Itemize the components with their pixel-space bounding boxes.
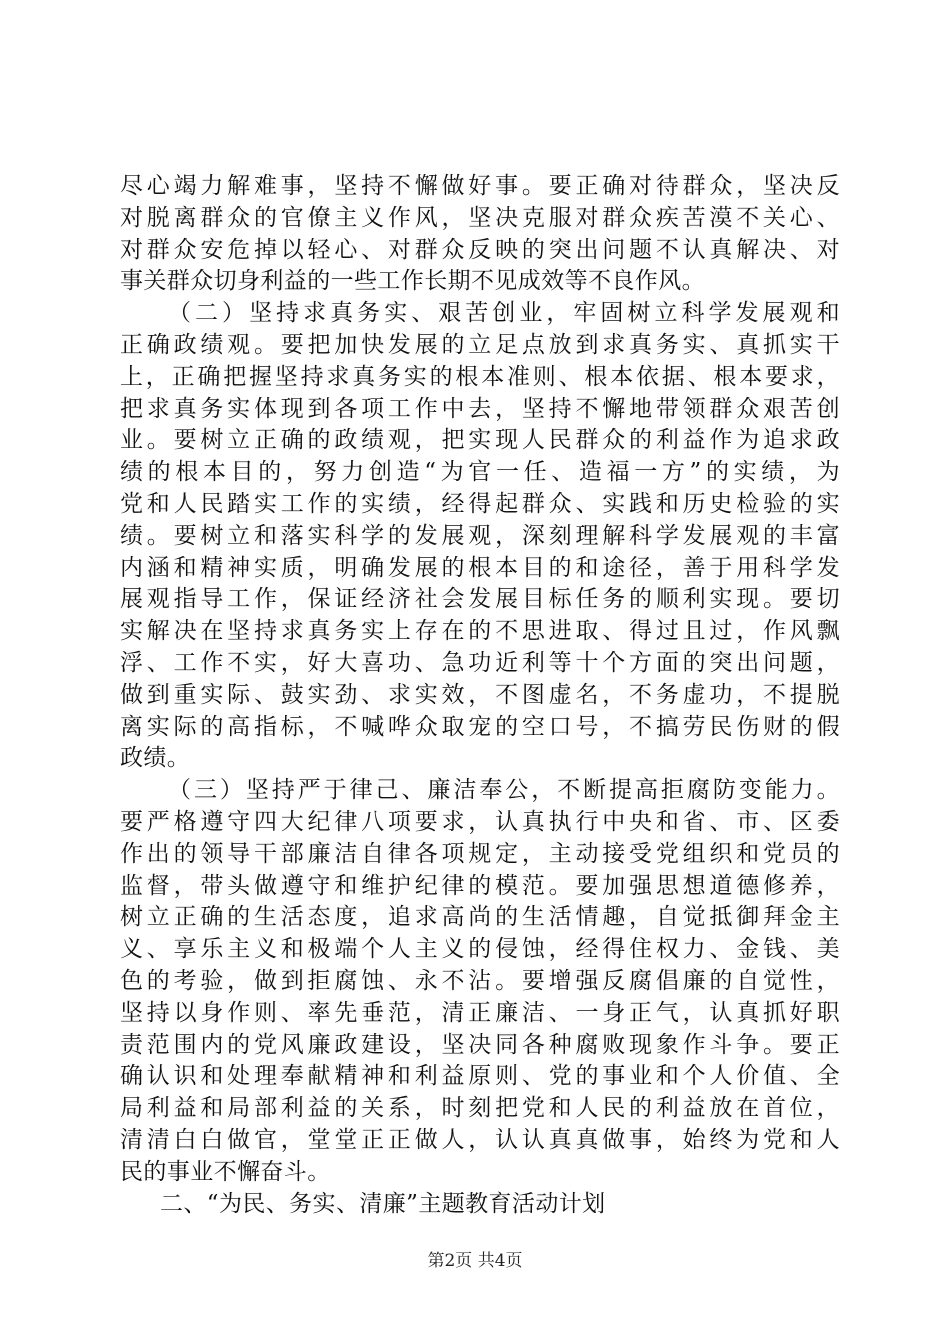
text-line: 上，正确把握坚持求真务实的根本准则、根本依据、根本要求，	[120, 363, 840, 390]
text-line: （二）坚持求真务实、艰苦创业，牢固树立科学发展观和	[168, 300, 840, 327]
text-line: 要严格遵守四大纪律八项要求，认真执行中央和省、市、区委	[120, 808, 840, 835]
text-line: 局利益和局部利益的关系，时刻把党和人民的利益放在首位，	[120, 1095, 840, 1122]
text-line: 色的考验，做到拒腐蚀、永不沾。要增强反腐倡廉的自觉性，	[120, 967, 840, 994]
text-line: 实解决在坚持求真务实上存在的不思进取、得过且过，作风飘	[120, 618, 840, 645]
text-line: 事关群众切身利益的一些工作长期不见成效等不良作风。	[120, 268, 705, 295]
text-line: 离实际的高指标，不喊哗众取宠的空口号，不搞劳民伤财的假	[120, 713, 840, 740]
text-line: 义、享乐主义和极端个人主义的侵蚀，经得住权力、金钱、美	[120, 936, 840, 963]
text-line: （三）坚持严于律己、廉洁奉公，不断提高拒腐防变能力。	[168, 777, 840, 804]
text-line: 绩的根本目的，努力创造“为官一任、造福一方”的实绩，为	[120, 459, 840, 486]
text-line: 作出的领导干部廉洁自律各项规定，主动接受党组织和党员的	[120, 840, 840, 867]
page-number-footer: 第2页 共4页	[427, 1251, 523, 1271]
document-body	[120, 171, 840, 1220]
text-line: 党和人民踏实工作的实绩，经得起群众、实践和历史检验的实	[120, 490, 840, 517]
text-line: 政绩。	[120, 745, 191, 772]
text-line: 树立正确的生活态度，追求高尚的生活情趣，自觉抵御拜金主	[120, 904, 840, 931]
text-line: 民的事业不懈奋斗。	[120, 1158, 331, 1185]
text-line: 做到重实际、鼓实劲、求实效，不图虚名，不务虚功，不提脱	[120, 681, 840, 708]
text-line: 展观指导工作，保证经济社会发展目标任务的顺利实现。要切	[120, 586, 840, 613]
text-line: 对群众安危掉以轻心、对群众反映的突出问题不认真解决、对	[120, 236, 840, 263]
text-line: 确认识和处理奉献精神和利益原则、党的事业和个人价值、全	[120, 1063, 840, 1090]
text-line: 正确政绩观。要把加快发展的立足点放到求真务实、真抓实干	[120, 331, 840, 358]
text-line: 业。要树立正确的政绩观，把实现人民群众的利益作为追求政	[120, 427, 840, 454]
text-line: 尽心竭力解难事，坚持不懈做好事。要正确对待群众，坚决反	[120, 173, 840, 199]
text-line: 监督，带头做遵守和维护纪律的模范。要加强思想道德修养，	[120, 872, 840, 899]
text-line: 内涵和精神实质，明确发展的根本目的和途径，善于用科学发	[120, 554, 840, 581]
text-line: 把求真务实体现到各项工作中去，坚持不懈地带领群众艰苦创	[120, 395, 840, 422]
text-line: 责范围内的党风廉政建设，坚决同各种腐败现象作斗争。要正	[120, 1031, 840, 1058]
text-line: 二、“为民、务实、清廉”主题教育活动计划	[160, 1190, 606, 1217]
text-line: 绩。要树立和落实科学的发展观，深刻理解科学发展观的丰富	[120, 522, 840, 549]
text-line: 清清白白做官，堂堂正正做人，认认真真做事，始终为党和人	[120, 1126, 840, 1153]
text-line: 浮、工作不实，好大喜功、急功近利等十个方面的突出问题，	[120, 649, 840, 676]
text-line: 坚持以身作则、率先垂范，清正廉洁、一身正气，认真抓好职	[120, 999, 840, 1026]
text-line: 对脱离群众的官僚主义作风，坚决克服对群众疾苦漠不关心、	[120, 204, 840, 231]
